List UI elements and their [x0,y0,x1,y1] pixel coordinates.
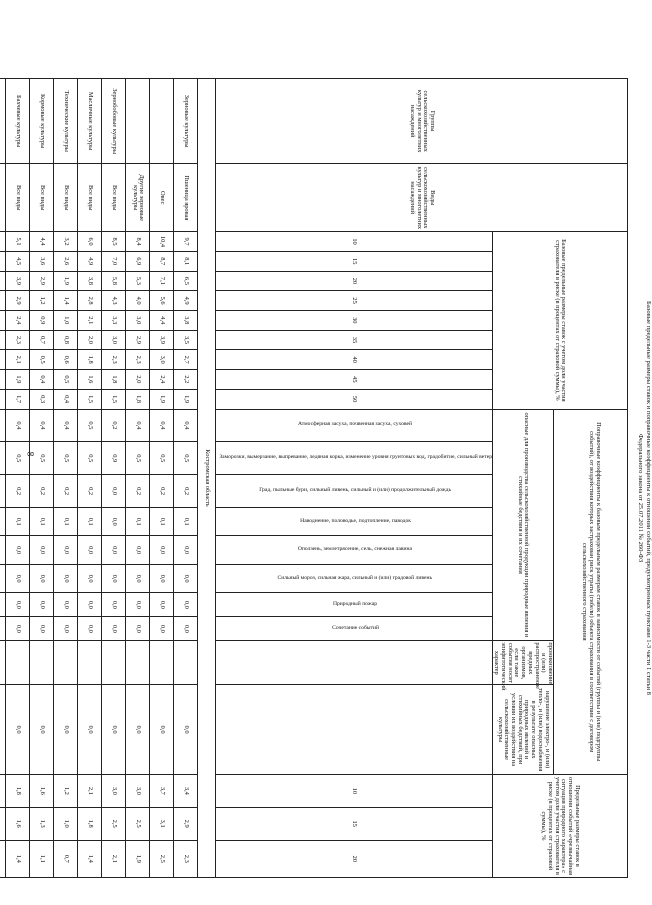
coef-cell: 0,1 [6,507,30,535]
coef-cell: 0,0 [126,593,150,617]
base-rate-cell: 2,2 [174,370,198,390]
base-rate-cell: 0,9 [30,310,54,330]
coef-outage-cell: 0,0 [102,685,126,775]
coef-cell: 0,0 [54,617,78,641]
coef-outage-cell: 0,0 [54,685,78,775]
coef-cell: 0,2 [6,475,30,508]
base-rate-cell: 3,0 [102,330,126,350]
document-scan [15,78,652,878]
coef-cell: 0,2 [174,475,198,508]
coef-cell: 0,0 [102,593,126,617]
base-rate-cell: 2,3 [6,330,30,350]
header-base-rates: Базовые предельные размеры ставок с учетом доли участия страхователя в риске (в процентах от страховой суммы), % [492,232,627,409]
base-rate-cell: 1,9 [54,271,78,291]
share-cell: 1,2 [54,774,78,807]
coef-pest-cell [126,641,150,685]
share-cell: 2,5 [126,807,150,840]
coef-cell: 0,5 [6,442,30,475]
row-group: Кормовые культуры [30,79,54,164]
coef-cell: 0,0 [174,536,198,564]
base-rate-cell: 4,4 [30,232,54,252]
coef-cell: 0,4 [54,409,78,442]
base-rate-cell: 2,9 [6,291,30,311]
coef-cell [0,409,6,442]
header-base-col: 35 [216,330,492,350]
coef-cell: 0,2 [126,475,150,508]
base-rate-cell: 2,1 [6,350,30,370]
row-kind: Все виды [30,164,54,232]
header-coef-col [216,409,492,442]
table-row [102,79,126,878]
header-base-col: 25 [216,291,492,311]
coef-cell: 0,5 [30,442,54,475]
base-rate-cell: 4,9 [174,291,198,311]
base-rate-cell: 2,0 [126,370,150,390]
header-coef-col [216,617,492,641]
row-group [0,79,6,164]
row-kind: Все виды [6,164,30,232]
coef-cell: 0,0 [30,564,54,592]
header-share: Предельные размеры ставок в отношении событий «чрезвычайная ситуация природного характера» с учетом доли участия страхователя в риске (в процентах от страховой суммы), % [492,774,627,877]
coef-cell: 0,1 [54,507,78,535]
coef-cell: 0,0 [54,593,78,617]
base-rate-cell: 0,7 [30,330,54,350]
share-cell: 1,6 [30,774,54,807]
base-rate-cell: 3,8 [174,310,198,330]
base-rate-cell: 3,9 [150,330,174,350]
base-rate-cell: 8,4 [126,232,150,252]
coef-cell: 0,0 [150,617,174,641]
title-line-1: Базовые предельные размеры ставок и поправочные коэффициенты к отношении событий, предусмотренных пунктами 1-3 части 1 статьи 8 [645,301,652,695]
coef-pest-cell [30,641,54,685]
coef-cell: 0,0 [102,617,126,641]
header-share-col: 10 [216,774,492,807]
share-cell: 2,5 [102,807,126,840]
header-share-col: 15 [216,807,492,840]
header-coef-col [216,507,492,535]
title-line-2: Федерального закона от 25.07.2011 № 260-ФЗ [637,433,645,563]
base-rate-cell: 7,0 [102,251,126,271]
base-rate-cell: 4,0 [126,291,150,311]
coef-cell: 0,0 [150,536,174,564]
coef-cell: 0,0 [6,536,30,564]
base-rate-cell: 1,5 [102,389,126,409]
header-coef-group: Поправочные коэффициенты к базовым предельным размерам ставок в зависимости от событий (группы и (или) подгруппы событий), от воздействия которых застрахован риск утраты (гибели) объекта страхования в соответствии с договором сельскохозяйственного страхования [554,409,628,774]
header-kind: Виды сельскохозяйственных культур и многолетних насаждений [216,164,628,232]
base-rate-cell: 1,8 [126,389,150,409]
row-kind: Овес [150,164,174,232]
table-row [54,79,78,878]
base-rate-cell: 5,8 [102,271,126,291]
share-cell: 1,4 [6,840,30,877]
header-base-col: 45 [216,370,492,390]
header-coef-col-label: Заморозки, вымерзание, выпревание, ледяная корка, изменение уровня грунтовых вод, градобитие, сильный ветер [218,454,492,461]
row-group: Масличные культуры [78,79,102,164]
base-rate-cell: 1,8 [102,370,126,390]
coef-cell: 0,2 [54,475,78,508]
coef-cell: 0,0 [30,617,54,641]
coef-cell: 0,0 [6,593,30,617]
base-rate-cell [0,330,6,350]
base-rate-cell [0,271,6,291]
share-cell: 3,4 [174,774,198,807]
share-cell: 2,1 [102,840,126,877]
coef-cell: 0,4 [6,409,30,442]
share-cell: 2,1 [78,774,102,807]
base-rate-cell: 5,3 [126,271,150,291]
header-blank-a [216,641,492,685]
share-cell [0,840,6,877]
base-rate-cell: 1,9 [6,370,30,390]
header-base-col: 40 [216,350,492,370]
coef-cell: 0,1 [150,507,174,535]
base-rate-cell: 2,3 [126,350,150,370]
coef-cell: 0,0 [174,564,198,592]
share-cell: 1,6 [6,807,30,840]
coef-cell: 0,0 [78,617,102,641]
coef-cell [0,475,6,508]
row-group: Зерновые культуры [174,79,198,164]
header-group: Группы сельскохозяйственных культур и многолетних насаждений [216,79,628,164]
header-base-col: 10 [216,232,492,252]
row-group: Бахчевые культуры [6,79,30,164]
coef-cell: 0,0 [150,593,174,617]
coef-pest-cell [102,641,126,685]
base-rate-cell [0,291,6,311]
coef-outage-cell: 0,0 [78,685,102,775]
base-rate-cell: 3,0 [150,350,174,370]
share-cell: 3,0 [102,774,126,807]
page-number: 8 [25,451,36,457]
header-base-col: 15 [216,251,492,271]
coef-cell: 0,5 [126,442,150,475]
coef-pest-cell [0,641,6,685]
row-group [126,79,150,164]
base-rate-cell: 8,7 [150,251,174,271]
base-rate-cell [0,251,6,271]
coef-outage-cell: 0,0 [6,685,30,775]
row-kind: Все виды [78,164,102,232]
header-coef-col [216,536,492,564]
coef-cell: 0,2 [150,475,174,508]
base-rate-cell: 0,6 [54,350,78,370]
coef-cell: 0,2 [30,475,54,508]
share-cell: 1,9 [126,840,150,877]
share-cell [0,807,6,840]
coef-cell: 0,4 [174,409,198,442]
base-rate-cell: 3,8 [78,271,102,291]
table-row [0,79,6,878]
header-coef-col-label: Град, пыльные бури, сильный ливень, сильный и (или) продолжительный дождь [259,487,452,494]
coef-cell: 0,5 [78,442,102,475]
base-rate-cell: 8,1 [174,251,198,271]
base-rate-cell: 0,4 [30,370,54,390]
base-rate-cell: 9,7 [174,232,198,252]
coef-cell: 0,0 [6,564,30,592]
header-base-col: 30 [216,310,492,330]
base-rate-cell: 3,9 [6,271,30,291]
coef-cell: 0,0 [174,617,198,641]
header-coef-sub1: опасные для производства сельскохозяйственной продукции природные явления и стихийные бедствия и их сочетания [492,409,553,641]
table-title [637,138,652,858]
base-rate-cell: 10,4 [150,232,174,252]
base-rate-cell: 2,0 [78,330,102,350]
base-rate-cell: 3,2 [54,232,78,252]
base-rate-cell [0,232,6,252]
header-coef-col-label: Оползень, землетрясение, сель, снежная лавина [298,546,413,553]
base-rate-cell: 6,0 [78,232,102,252]
share-cell: 2,5 [150,840,174,877]
row-kind [0,164,6,232]
coef-outage-cell: 0,0 [30,685,54,775]
region-name: Костромская область [198,79,216,878]
header-base-col: 20 [216,271,492,291]
header-coef-col-label: Сочетание событий [331,624,379,631]
coef-cell: 0,1 [174,507,198,535]
coef-outage-cell: 0,0 [126,685,150,775]
coef-cell: 0,0 [6,617,30,641]
coef-cell: 0,0 [126,564,150,592]
coef-cell [0,536,6,564]
header-coef-col [216,593,492,617]
base-rate-cell: 5,1 [6,232,30,252]
coef-cell: 0,0 [126,536,150,564]
base-rate-cell: 0,5 [54,370,78,390]
share-cell: 1,8 [6,774,30,807]
coef-cell: 0,4 [150,409,174,442]
header-coef-col-label: Наводнение, половодье, подтопление, паводок [299,517,411,524]
table-row [30,79,54,878]
base-rate-cell: 8,5 [102,232,126,252]
base-rate-cell: 1,2 [30,291,54,311]
base-rate-cell: 7,1 [150,271,174,291]
header-share-col: 20 [216,840,492,877]
coef-cell: 0,0 [30,536,54,564]
row-kind: Пшеница яровая [174,164,198,232]
coef-cell: 0,0 [54,536,78,564]
coef-cell: 0,0 [174,593,198,617]
coef-cell: 0,0 [102,475,126,508]
base-rate-cell: 6,5 [174,271,198,291]
coef-outage-cell: 0,0 [150,685,174,775]
base-rate-cell: 6,9 [126,251,150,271]
coef-cell: 0,0 [102,507,126,535]
row-kind: Все виды [102,164,126,232]
coef-cell: 0,5 [174,442,198,475]
coef-cell: 0,0 [78,593,102,617]
share-cell: 3,1 [150,807,174,840]
rates-table [0,78,628,878]
coef-pest-cell [54,641,78,685]
share-cell: 1,3 [30,807,54,840]
base-rate-cell: 4,5 [6,251,30,271]
header-coef-sub2: нарушение электро-, и (или) тепло-, и (или) водоснабжения в результате опасных природных явлений и стихийных бедствий, при условии их воздействия на сельскохозяйственные культуры [492,685,553,775]
coef-cell: 0,4 [30,409,54,442]
share-cell: 1,1 [30,840,54,877]
base-rate-cell: 1,7 [6,389,30,409]
base-rate-cell: 5,6 [150,291,174,311]
base-rate-cell: 0,4 [54,389,78,409]
base-rate-cell: 2,1 [78,310,102,330]
coef-cell: 0,0 [150,564,174,592]
coef-cell: 0,5 [54,442,78,475]
coef-cell: 0,2 [102,409,126,442]
table-row [78,79,102,878]
header-coef-col-label: Атмосферная засуха, почвенная засуха, суховей [298,421,413,428]
share-cell: 1,4 [78,840,102,877]
base-rate-cell: 1,4 [54,291,78,311]
coef-pest-cell [6,641,30,685]
share-cell: 2,9 [174,807,198,840]
base-rate-cell [0,389,6,409]
base-rate-cell: 2,6 [54,251,78,271]
base-rate-cell: 1,9 [174,389,198,409]
rotated-page [15,78,652,878]
base-rate-cell: 1,6 [78,370,102,390]
row-kind: Все виды [54,164,78,232]
coef-pest-cell [174,641,198,685]
header-coef-col-label: Сильный мороз, сильная жара, сильный и (или) градовой ливень [277,574,433,581]
table-row [126,79,150,878]
base-rate-cell: 2,8 [78,291,102,311]
coef-cell: 0,0 [126,617,150,641]
base-rate-cell: 0,8 [54,330,78,350]
share-cell: 3,7 [150,774,174,807]
coef-cell [0,593,6,617]
header-coef-col-label: Природный пожар [333,600,378,607]
coef-cell: 0,0 [30,593,54,617]
row-kind: Другие зерновые культуры [126,164,150,232]
base-rate-cell: 0,3 [30,389,54,409]
base-rate-cell: 4,9 [78,251,102,271]
base-rate-cell: 2,9 [30,271,54,291]
base-rate-cell [0,350,6,370]
base-rate-cell: 2,7 [174,350,198,370]
base-rate-cell: 0,5 [30,350,54,370]
table-row [150,79,174,878]
base-rate-cell: 2,4 [6,310,30,330]
coef-cell: 0,2 [78,475,102,508]
header-coef-col [216,442,492,475]
base-rate-cell: 2,4 [150,370,174,390]
coef-cell: 0,1 [126,507,150,535]
base-rate-cell: 2,3 [102,350,126,370]
row-group: Зернобобовые культуры [102,79,126,164]
base-rate-cell: 3,3 [102,310,126,330]
row-group: Технические культуры [54,79,78,164]
coef-cell: 0,0 [78,564,102,592]
coef-cell [0,617,6,641]
coef-cell: 0,9 [102,442,126,475]
base-rate-cell: 2,9 [126,330,150,350]
base-rate-cell: 1,5 [78,389,102,409]
coef-pest-cell [150,641,174,685]
header-coef-col [216,564,492,592]
coef-outage-cell: 0,0 [174,685,198,775]
base-rate-cell: 1,0 [54,310,78,330]
share-cell [0,774,6,807]
base-rate-cell: 3,6 [30,251,54,271]
table-row [174,79,198,878]
share-cell: 1,0 [54,807,78,840]
coef-cell [0,564,6,592]
coef-cell [0,507,6,535]
header-base-col: 50 [216,389,492,409]
coef-cell: 0,4 [126,409,150,442]
base-rate-cell [0,370,6,390]
row-group [150,79,174,164]
coef-pest-cell [78,641,102,685]
coef-cell: 0,5 [150,442,174,475]
share-cell: 3,0 [126,774,150,807]
header-blank-b [216,685,492,775]
base-rate-cell: 3,0 [126,310,150,330]
region-row [198,79,216,878]
header-coef-sub3: проникновение и (или) распространение вредных организмов, если такие события носят эпифитотический характер [493,642,554,691]
coef-cell: 0,0 [102,564,126,592]
coef-cell: 0,5 [78,409,102,442]
base-rate-cell: 3,5 [174,330,198,350]
base-rate-cell: 4,3 [102,291,126,311]
coef-cell: 0,0 [78,536,102,564]
coef-cell [0,442,6,475]
coef-cell: 0,1 [30,507,54,535]
base-rate-cell: 1,8 [78,350,102,370]
table-row [6,79,30,878]
coef-cell: 0,0 [102,536,126,564]
coef-cell: 0,1 [78,507,102,535]
base-rate-cell: 4,4 [150,310,174,330]
header-coef-col [216,475,492,508]
share-cell: 0,7 [54,840,78,877]
share-cell: 1,8 [78,807,102,840]
coef-cell: 0,0 [54,564,78,592]
share-cell: 2,3 [174,840,198,877]
base-rate-cell: 1,9 [150,389,174,409]
coef-outage-cell [0,685,6,775]
base-rate-cell [0,310,6,330]
